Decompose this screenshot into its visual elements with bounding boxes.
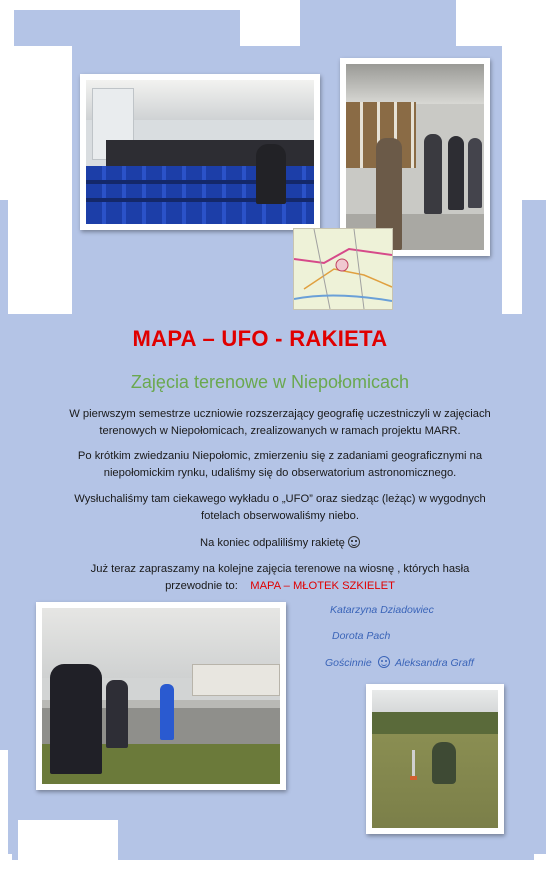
paragraph-rocket xyxy=(60,535,500,552)
signature-name-3: Aleksandra Graff xyxy=(395,657,474,669)
background-panel-top-left xyxy=(14,10,240,46)
photo-group-outdoors xyxy=(36,602,286,790)
paragraph-rocket-text: Na koniec odpaliliśmy rakietę xyxy=(200,537,345,549)
paragraph-tour: Po krótkim zwiedzaniu Niepołomic, zmierzeniu się z zadaniami geograficznymi na niepołomickim rynku, udaliśmy się do obserwatorium astronomicznego. xyxy=(77,450,483,479)
signature-name-1: Katarzyna Dziadowiec xyxy=(330,604,434,616)
paragraph-intro: W pierwszym semestrze uczniowie rozszerzający geografię uczestniczyli w zajęciach terenowych w Niepołomicach, zrealizowanych w ramach projektu MARR. xyxy=(69,408,491,437)
background-panel-top-right xyxy=(300,0,456,46)
smiley-icon xyxy=(348,536,360,548)
next-topics-highlight: MAPA – MŁOTEK SZKIELET xyxy=(250,580,395,592)
background-white-block xyxy=(18,820,118,864)
smiley-icon xyxy=(378,656,390,668)
paragraph-lecture: Wysłuchaliśmy tam ciekawego wykładu o „UFO” oraz siedząc (leżąc) w wygodnych fotelach obserwowaliśmy niebo. xyxy=(74,493,486,522)
signature-name-2: Dorota Pach xyxy=(332,630,391,642)
photo-gallery-corridor xyxy=(340,58,490,256)
signature-guest-label: Gościnnie xyxy=(325,657,372,669)
page-title: MAPA – UFO - RAKIETA xyxy=(132,326,388,351)
background-panel-left-strip xyxy=(0,200,8,750)
paragraph-invitation xyxy=(60,561,500,595)
paragraph-invitation-lead: przewodnie to: xyxy=(165,580,238,592)
photo-lecture-hall xyxy=(80,74,320,230)
page-subtitle: Zajęcia terenowe w Niepołomicach xyxy=(130,372,410,392)
map-routes xyxy=(294,229,392,309)
paragraph-invitation-line1: Już teraz zapraszamy na kolejne zajęcia terenowe na wiosnę , których hasła xyxy=(90,563,470,575)
map-image xyxy=(293,228,393,310)
photo-rocket-launch xyxy=(366,684,504,834)
signature-guest xyxy=(325,656,474,669)
paragraph-invitation-line2 xyxy=(60,578,500,595)
